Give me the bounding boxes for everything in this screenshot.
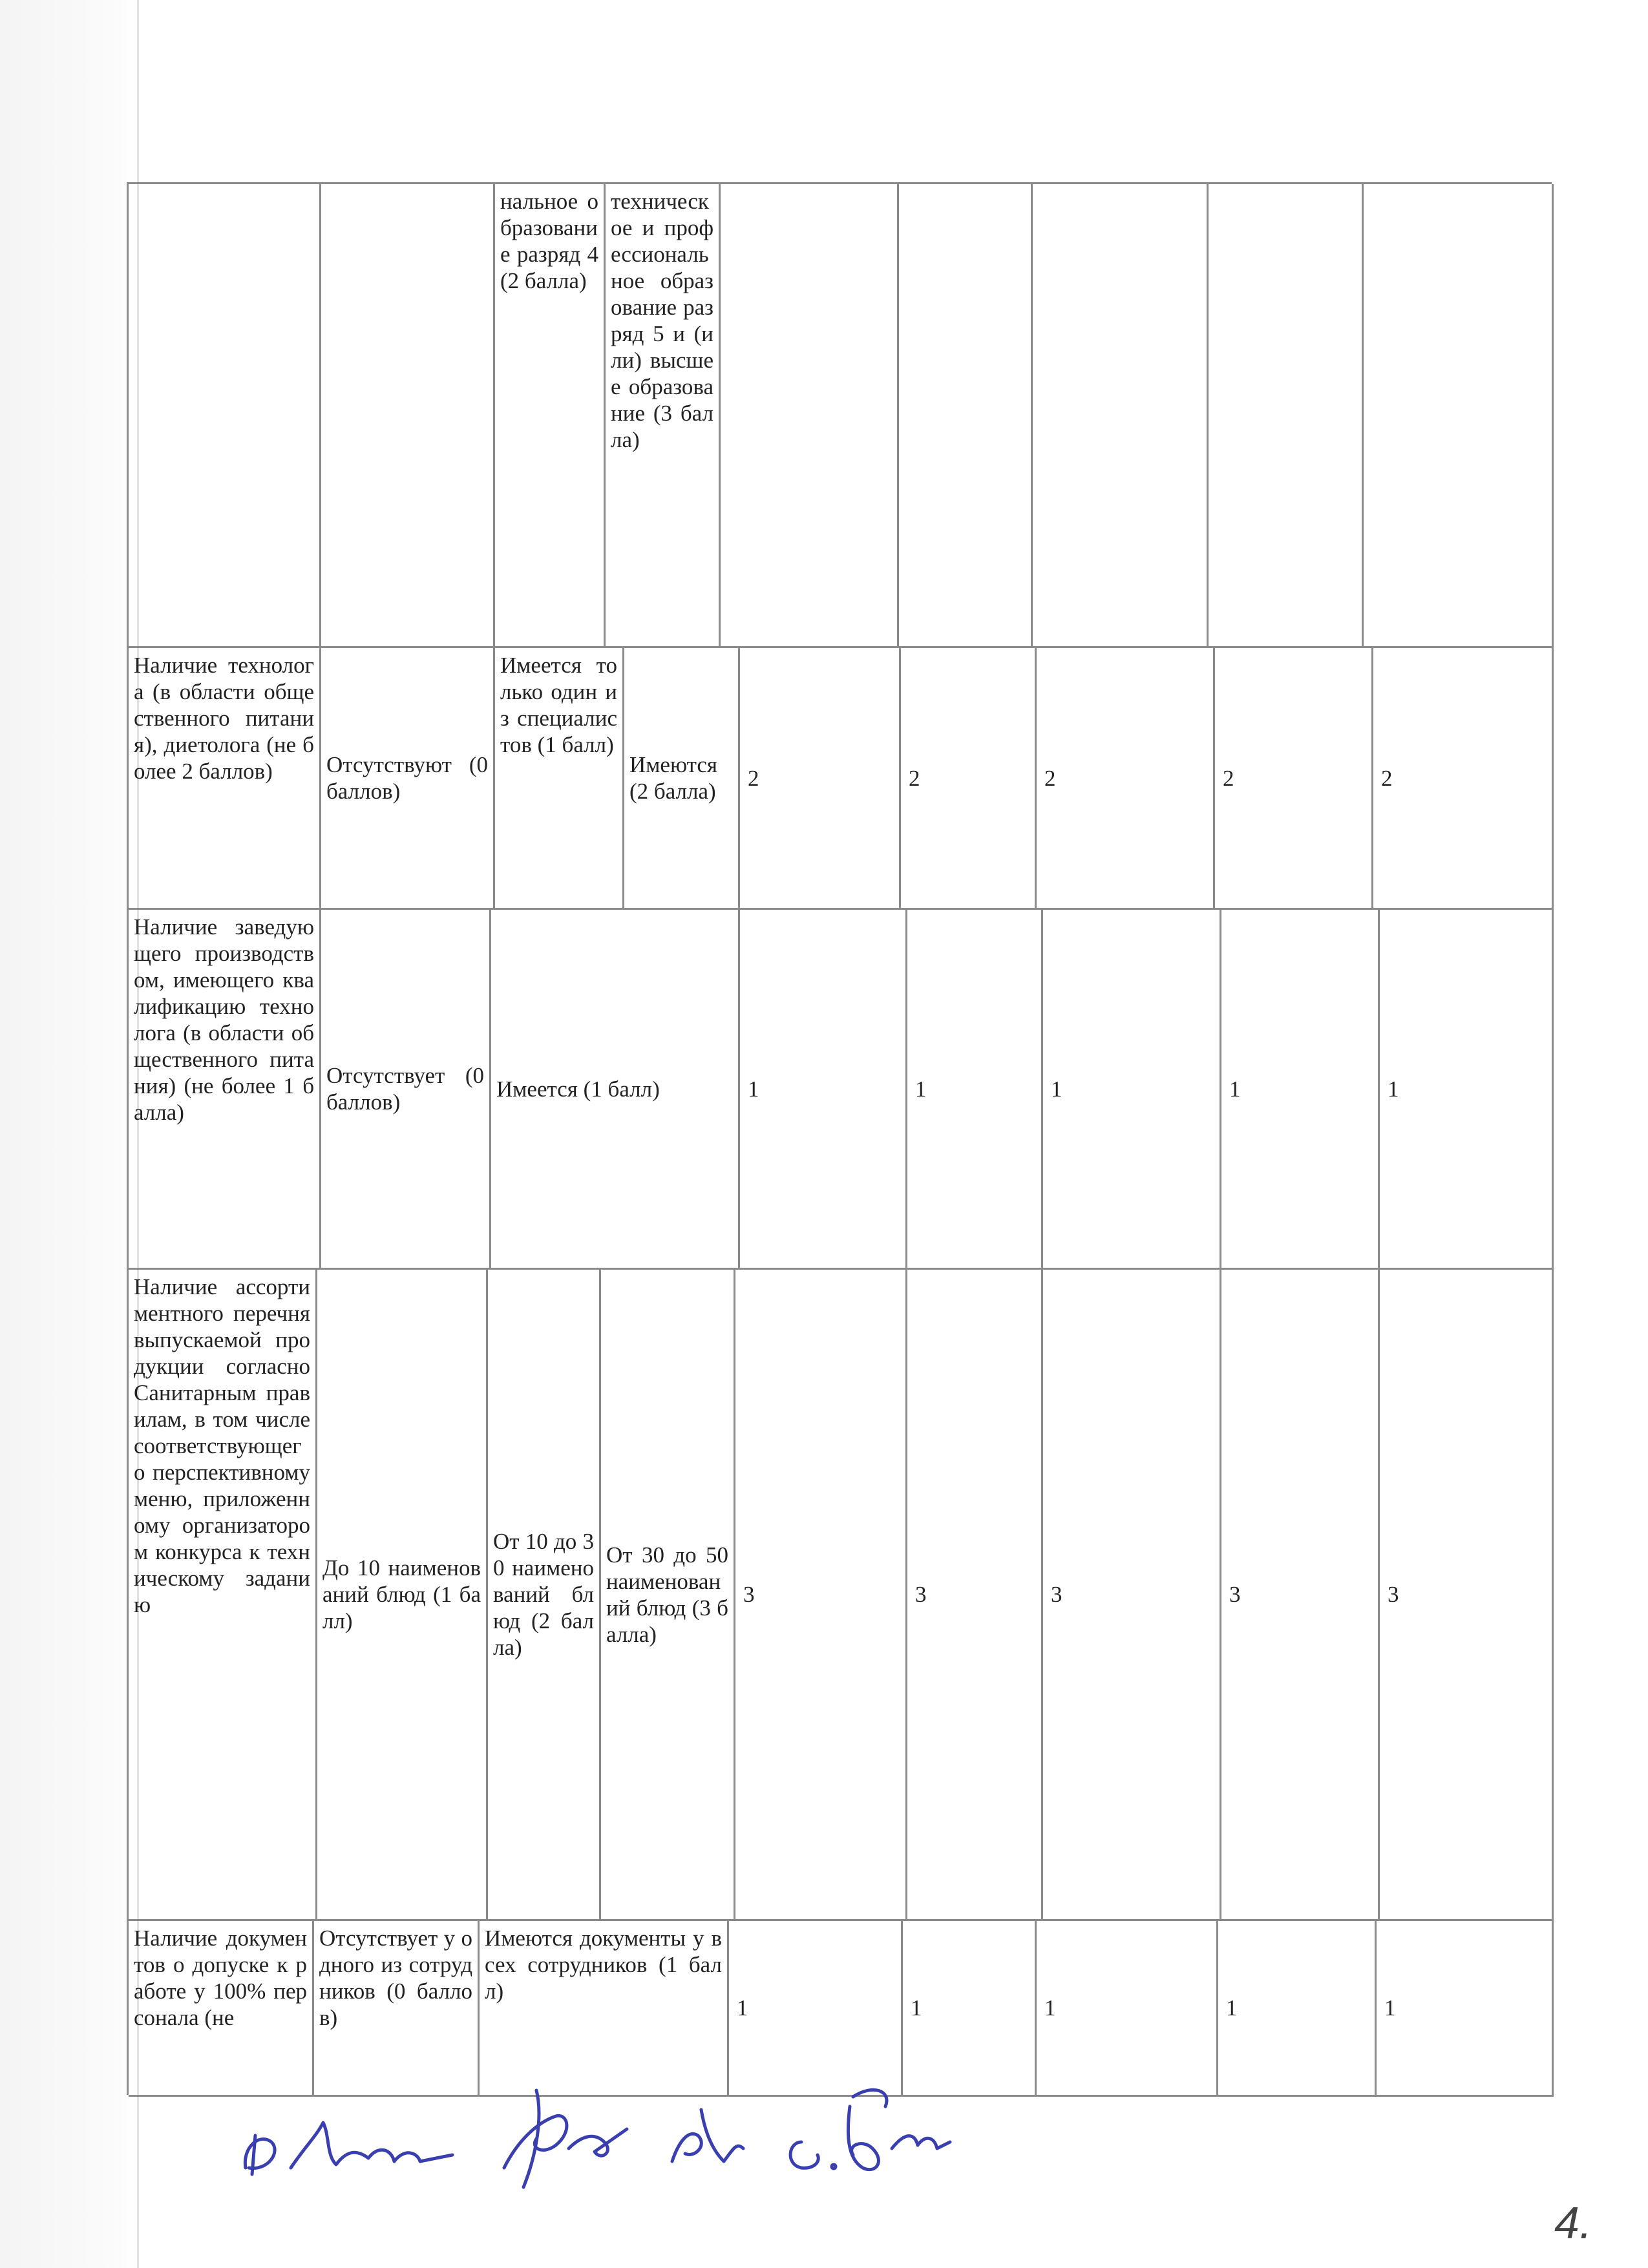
score-value: 1: [1226, 1995, 1238, 2021]
page-number: 4.: [1554, 2198, 1592, 2248]
option-text: Отсутствует у одного из сотрудников (0 баллов): [319, 1926, 472, 2030]
score-cell: [899, 184, 1033, 648]
option-text: До 10 наименований блюд (1 балл): [322, 1555, 481, 1633]
score-value: 1: [737, 1995, 748, 2021]
scan-page-edge: [0, 0, 139, 2268]
score-cell: [1215, 648, 1373, 910]
signature-2: [504, 2090, 627, 2187]
table-cell: [129, 648, 321, 910]
table-cell: [129, 910, 321, 1270]
table-cell: [321, 910, 491, 1270]
score-value: 3: [1388, 1582, 1399, 1607]
score-value: 3: [1229, 1582, 1241, 1607]
table-cell: [624, 648, 740, 910]
table-cell: [491, 910, 740, 1270]
score-cell: [1209, 184, 1364, 648]
score-value: 1: [1388, 1076, 1399, 1102]
score-cell: [1364, 184, 1554, 648]
option-text: техническое и профессиональное образование разряд 5 и (или) высшее образование (3 балла): [611, 189, 713, 452]
score-value: 1: [1051, 1076, 1062, 1102]
score-value: 3: [743, 1582, 755, 1607]
score-cell: [1373, 648, 1554, 910]
score-cell: [1033, 184, 1209, 648]
score-cell: [721, 184, 899, 648]
criterion-text: Наличие документов о допуске к работе у 100% персонала (не: [134, 1926, 307, 2030]
score-value: 2: [1223, 765, 1234, 791]
score-value: 1: [748, 1076, 759, 1102]
table-cell: [495, 184, 606, 648]
score-value: 1: [1229, 1076, 1241, 1102]
option-text: Имеется (1 балл): [496, 1076, 660, 1102]
criterion-text: Наличие технолога (в области общественного питания), диетолога (не более 2 баллов): [134, 653, 314, 784]
option-text: Имеется только один из специалистов (1 балл): [500, 653, 617, 757]
score-cell: [1221, 1270, 1380, 1921]
option-text: Отсутствуют (0 баллов): [326, 752, 488, 804]
score-cell: [1037, 648, 1215, 910]
score-value: 1: [1384, 1995, 1396, 2021]
score-value: 2: [1381, 765, 1393, 791]
score-value: 1: [911, 1995, 922, 2021]
score-cell: [735, 1270, 907, 1921]
criterion-text: Наличие ассортиментного перечня выпускаемой продукции согласно Санитарным правилам, в том числе соответствующего перспективному меню, приложенному организатором конкурса к техническому заданию: [134, 1274, 310, 1617]
handwritten-signatures: [233, 2071, 1008, 2194]
score-value: 3: [1051, 1582, 1062, 1607]
option-text: От 10 до 30 наименований блюд (2 балла): [493, 1529, 594, 1660]
option-text: От 30 до 50 наименований блюд (3 балла): [606, 1542, 728, 1647]
score-cell: [1043, 1270, 1221, 1921]
table-cell: [321, 648, 495, 910]
table-cell: [601, 1270, 735, 1921]
score-value: 2: [748, 765, 759, 791]
score-cell: [1380, 1270, 1554, 1921]
score-cell: [901, 648, 1037, 910]
table-cell: [129, 184, 321, 648]
table-cell: [321, 184, 495, 648]
score-cell: [1221, 910, 1380, 1270]
score-cell: [1218, 1921, 1377, 2097]
score-value: 3: [915, 1582, 927, 1607]
signature-3: [672, 2110, 743, 2161]
score-value: 2: [909, 765, 920, 791]
table-cell: [317, 1270, 488, 1921]
table-cell: [488, 1270, 601, 1921]
score-cell: [740, 910, 907, 1270]
score-cell: [740, 648, 901, 910]
score-cell: [1377, 1921, 1554, 2097]
score-value: 1: [1044, 1995, 1056, 2021]
option-text: Отсутствует (0 баллов): [326, 1063, 484, 1115]
score-value: 2: [1044, 765, 1056, 791]
criterion-text: Наличие заведующего производством, имеющего квалификацию технолога (в области общественного питания) (не более 1 балла): [134, 914, 314, 1125]
option-text: Имеются (2 балла): [629, 752, 718, 804]
score-cell: [1037, 1921, 1218, 2097]
signature-4: [790, 2090, 950, 2169]
score-cell: [1380, 910, 1554, 1270]
score-cell: [907, 1270, 1043, 1921]
signature-1: [245, 2123, 452, 2174]
evaluation-table: [127, 182, 1552, 2095]
score-value: 1: [915, 1076, 927, 1102]
table-cell: [495, 648, 624, 910]
table-cell: [129, 1270, 317, 1921]
table-cell: [606, 184, 721, 648]
option-text: нальное образование разряд 4 (2 балла): [500, 189, 598, 293]
score-cell: [1043, 910, 1221, 1270]
option-text: Имеются документы у всех сотрудников (1 балл): [485, 1926, 722, 2004]
score-cell: [907, 910, 1043, 1270]
